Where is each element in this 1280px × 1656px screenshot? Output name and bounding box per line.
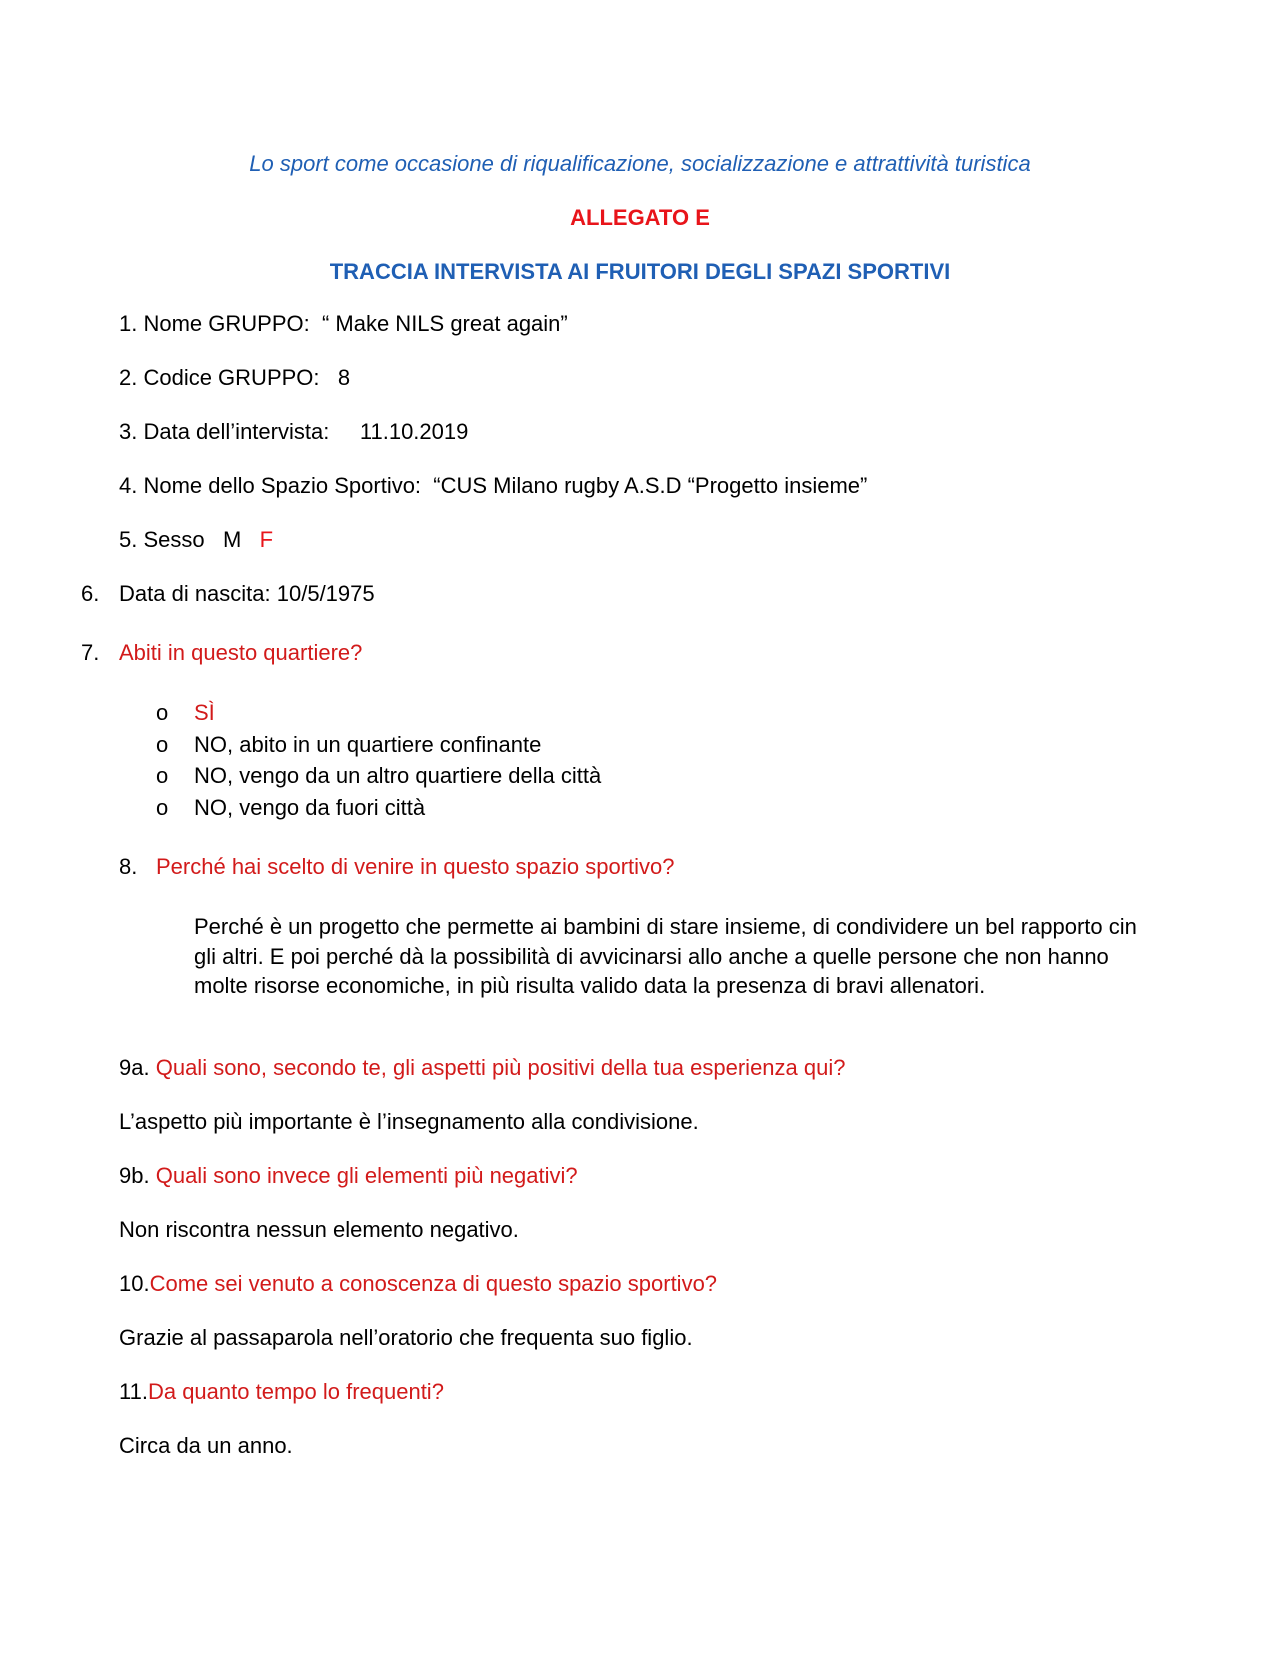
q9a-number: 9a. <box>119 1055 150 1080</box>
field-value: “CUS Milano rugby A.S.D “Progetto insieme” <box>433 473 868 498</box>
field-group-name <box>119 311 568 337</box>
q7-bullet: o <box>156 700 169 725</box>
q9a-row <box>119 1055 846 1081</box>
field-value: 11.10.2019 <box>359 419 469 444</box>
field-label: 2. Codice GRUPPO: <box>119 365 320 390</box>
field-value: 8 <box>337 365 351 390</box>
field-value: “ Make NILS great again” <box>321 311 568 336</box>
q11-row <box>119 1379 444 1405</box>
q7-option-selected: SÌ <box>194 700 215 725</box>
q9b-number: 9b. <box>119 1163 150 1188</box>
allegato-heading: ALLEGATO E <box>570 205 710 230</box>
q7-bullet: o <box>156 795 169 820</box>
q7-option: NO, abito in un quartiere confinante <box>194 732 542 757</box>
document-subtitle: Lo sport come occasione di riqualificazione, socializzazione e attrattività turistica <box>249 151 1031 176</box>
q6-number: 6. <box>81 581 100 606</box>
field-interview-date <box>119 419 468 445</box>
q10-row <box>119 1271 717 1297</box>
q10-answer: Grazie al passaparola nell’oratorio che frequenta suo figlio. <box>119 1325 693 1350</box>
q9b-row <box>119 1163 578 1189</box>
field-label: 5. Sesso <box>119 527 205 552</box>
q7-number: 7. <box>81 640 100 665</box>
q6-birthdate: Data di nascita: 10/5/1975 <box>119 581 375 606</box>
q8-question: Perché hai scelto di venire in questo spazio sportivo? <box>156 854 675 879</box>
field-label: 3. Data dell’intervista: <box>119 419 330 444</box>
field-label: 1. Nome GRUPPO: <box>119 311 310 336</box>
q9a-answer: L’aspetto più importante è l’insegnamento alla condivisione. <box>119 1109 699 1134</box>
q7-option: NO, vengo da un altro quartiere della città <box>194 763 602 788</box>
q9b-answer: Non riscontra nessun elemento negativo. <box>119 1217 519 1242</box>
q9a-question: Quali sono, secondo te, gli aspetti più positivi della tua esperienza qui? <box>155 1055 846 1080</box>
q8-number: 8. <box>119 854 138 879</box>
field-group-code <box>119 365 350 391</box>
q11-question: Da quanto tempo lo frequenti? <box>147 1379 444 1404</box>
field-sex <box>119 527 273 553</box>
sex-option-m: M <box>222 527 242 552</box>
q7-bullet: o <box>156 732 169 757</box>
q7-bullet: o <box>156 763 169 788</box>
field-sport-space-name <box>119 473 867 499</box>
q9b-question: Quali sono invece gli elementi più negativi? <box>155 1163 578 1188</box>
q7-option: NO, vengo da fuori città <box>194 795 426 820</box>
q8-answer: Perché è un progetto che permette ai bambini di stare insieme, di condividere un bel rapporto cin gli altri. E poi perché dà la possibilità di avvicinarsi allo anche a quelle persone che non hanno molte risorse economiche, in più risulta valido data la presenza di bravi allenatori. <box>194 914 1137 998</box>
field-label: 4. Nome dello Spazio Sportivo: <box>119 473 422 498</box>
q10-question: Come sei venuto a conoscenza di questo spazio sportivo? <box>149 1271 718 1296</box>
q11-answer: Circa da un anno. <box>119 1433 293 1458</box>
q10-number: 10. <box>119 1271 150 1296</box>
q7-question: Abiti in questo quartiere? <box>119 640 363 665</box>
sex-option-f-selected: F <box>259 527 274 552</box>
q11-number: 11. <box>119 1379 148 1404</box>
document-title: TRACCIA INTERVISTA AI FRUITORI DEGLI SPAZI SPORTIVI <box>329 259 951 284</box>
